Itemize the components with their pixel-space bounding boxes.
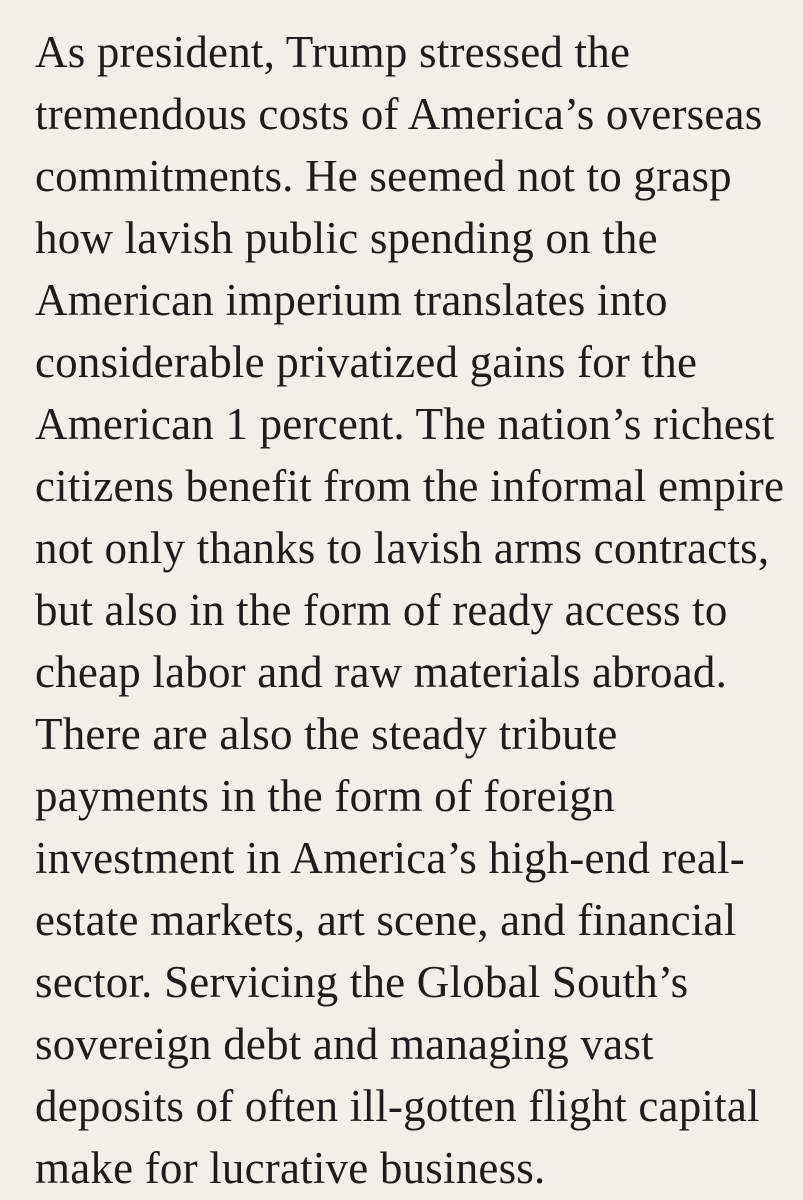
text-line: make for lucrative business.: [35, 1143, 546, 1193]
text-line: tremendous costs of America’s overseas: [35, 89, 763, 139]
text-line: American 1 percent. The nation’s richest: [35, 399, 775, 449]
text-line: sovereign debt and managing vast: [35, 1019, 654, 1069]
text-line: American imperium translates into: [35, 275, 668, 325]
text-line: cheap labor and raw materials abroad.: [35, 647, 728, 697]
text-line: deposits of often ill-gotten flight capital: [35, 1081, 760, 1131]
text-line: citizens benefit from the informal empire: [35, 461, 785, 511]
body-paragraph: [35, 21, 793, 1199]
text-line: how lavish public spending on the: [35, 213, 658, 263]
text-line: commitments. He seemed not to grasp: [35, 151, 732, 201]
text-line: sector. Servicing the Global South’s: [35, 957, 689, 1007]
text-line: investment in America’s high-end real-: [35, 833, 745, 883]
text-line: There are also the steady tribute: [35, 709, 618, 759]
text-line: payments in the form of foreign: [35, 771, 615, 821]
text-line: not only thanks to lavish arms contracts,: [35, 523, 770, 573]
text-line: but also in the form of ready access to: [35, 585, 728, 635]
text-line: considerable privatized gains for the: [35, 337, 698, 387]
text-line: estate markets, art scene, and financial: [35, 895, 737, 945]
text-line: As president, Trump stressed the: [35, 27, 631, 77]
